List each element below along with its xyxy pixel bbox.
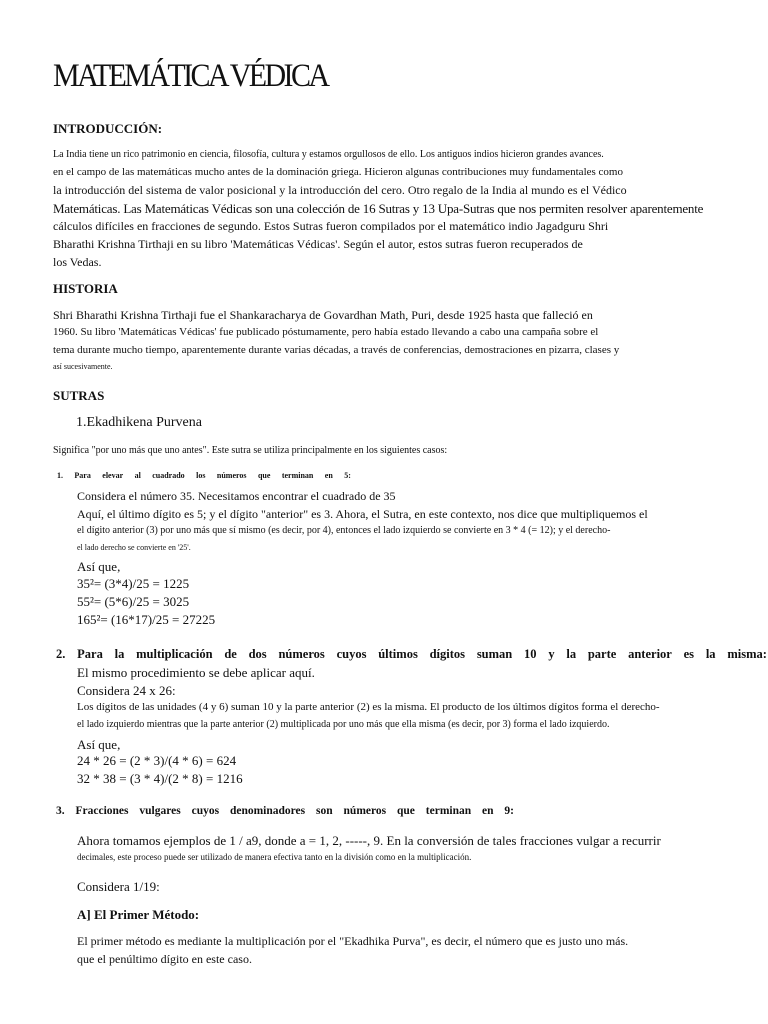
historia-line-3: tema durante mucho tiempo, aparentemente durante varias décadas, a través de conferencias, demostraciones en pizarra, clases y xyxy=(53,344,620,356)
case-3-heading-word: son xyxy=(316,805,333,817)
case-2-line-2: Considera 24 x 26: xyxy=(77,683,176,698)
case-2-heading-word: números xyxy=(278,647,325,661)
intro-line-5: cálculos difíciles en fracciones de segundo. Estos Sutras fueron compilados por el matemático indio Jagadguru Shri xyxy=(53,219,609,233)
case-1-example-3: 165²= (16*17)/25 = 27225 xyxy=(77,612,216,627)
historia-line-4: así sucesivamente. xyxy=(53,362,113,371)
case-1-heading-word: en xyxy=(324,471,333,480)
case-2-heading-word: Para xyxy=(77,647,103,661)
case-2-example-1: 24 * 26 = (2 * 3)/(4 * 6) = 624 xyxy=(77,753,237,768)
case-2-heading xyxy=(56,647,767,662)
case-2-heading-word: misma: xyxy=(727,647,767,661)
case-3-method-heading: A] El Primer Método: xyxy=(77,907,200,922)
case-3-heading-word: 3. xyxy=(56,805,65,817)
case-3-heading-word: en xyxy=(482,805,494,817)
case-1-line-1: Considera el número 35. Necesitamos encontrar el cuadrado de 35 xyxy=(77,489,396,503)
case-2-heading-word: es xyxy=(683,647,695,661)
case-1-heading-word: los xyxy=(196,471,206,480)
case-2-heading-word: 2. xyxy=(56,647,66,661)
sutras-heading: SUTRAS xyxy=(53,388,105,403)
intro-line-1: La India tiene un rico patrimonio en ciencia, filosofía, cultura y estamos orgullosos de ello. Los antiguos indios hicieron grandes avances. xyxy=(53,149,604,160)
case-3-heading-word: números xyxy=(343,805,387,817)
historia-line-1: Shri Bharathi Krishna Tirthaji fue el Shankaracharya de Govardhan Math, Puri, desde 1925 hasta que falleció en xyxy=(53,308,593,322)
case-3-method-line-1: El primer método es mediante la multiplicación por el "Ekadhika Purva", es decir, el número que es justo uno más. xyxy=(77,934,629,948)
case-1-line-2: Aquí, el último dígito es 5; y el dígito "anterior" es 3. Ahora, el Sutra, en este contexto, nos dice que multipliquemos el xyxy=(77,507,648,521)
case-3-line-1: Ahora tomamos ejemplos de 1 / a9, donde a = 1, 2, -----, 9. En la conversión de tales fracciones vulgar a recurrir xyxy=(77,833,661,848)
intro-line-2: en el campo de las matemáticas mucho antes de la dominación griega. Hicieron algunas contribuciones muy fundamentales como xyxy=(53,166,623,178)
case-2-line-3: Los dígitos de las unidades (4 y 6) suman 10 y la parte anterior (2) es la misma. El producto de los últimos dígitos forma el derecho- xyxy=(77,701,660,713)
case-3-heading-word: que xyxy=(397,805,415,817)
case-1-heading-word: al xyxy=(134,471,141,480)
case-1-heading-word: elevar xyxy=(102,471,124,480)
case-1-line-4: el lado derecho se convierte en '25'. xyxy=(77,543,191,552)
case-1-heading-word: terminan xyxy=(281,471,314,480)
historia-line-2: 1960. Su libro 'Matemáticas Védicas' fue publicado póstumamente, pero había estado llevando a cabo una campaña sobre el xyxy=(53,326,599,338)
case-1-line-3: el dígito anterior (3) por uno más que sí mismo (es decir, por 4), entonces el lado izquierdo se convierte en 3 * 4 (= 12); y el derecho- xyxy=(77,525,611,536)
case-3-heading-word: terminan xyxy=(425,805,472,817)
case-3-heading xyxy=(56,805,514,817)
case-1-heading xyxy=(57,471,351,480)
case-1-heading-word: 1. xyxy=(57,471,63,480)
case-2-heading-word: la xyxy=(114,647,125,661)
case-3-heading-word: cuyos xyxy=(191,805,220,817)
case-2-heading-word: la xyxy=(566,647,577,661)
case-2-heading-word: de xyxy=(224,647,237,661)
sutra-1-description: Significa "por uno más que uno antes". Este sutra se utiliza principalmente en los siguientes casos: xyxy=(53,445,448,456)
case-2-heading-word: 10 xyxy=(524,647,537,661)
case-1-asi-que: Así que, xyxy=(77,559,121,574)
case-1-heading-word: cuadrado xyxy=(152,471,185,480)
case-3-heading-word: vulgares xyxy=(139,805,181,817)
case-1-heading-word: números xyxy=(216,471,247,480)
page-title: MATEMÁTICA VÉDICA xyxy=(53,58,328,94)
case-1-heading-word: que xyxy=(257,471,271,480)
case-3-line-2: decimales, este proceso puede ser utilizado de manera efectiva tanto en la división como en la multiplicación. xyxy=(77,852,472,862)
case-2-heading-word: cuyos xyxy=(336,647,367,661)
case-3-method-line-2: que el penúltimo dígito en este caso. xyxy=(77,952,252,966)
case-3-heading-word: denominadores xyxy=(229,805,306,817)
case-1-example-1: 35²= (3*4)/25 = 1225 xyxy=(77,576,190,591)
case-2-heading-word: y xyxy=(548,647,555,661)
case-1-example-2: 55²= (5*6)/25 = 3025 xyxy=(77,594,190,609)
case-2-heading-word: dos xyxy=(248,647,267,661)
case-2-line-1: El mismo procedimiento se debe aplicar aquí. xyxy=(77,665,315,680)
case-2-heading-word: dígitos xyxy=(429,647,466,661)
case-1-heading-word: Para xyxy=(74,471,91,480)
intro-line-3: la introducción del sistema de valor posicional y la introducción del cero. Otro regalo de la India al mundo es el Védico xyxy=(53,183,627,197)
case-2-line-4: el lado izquierdo mientras que la parte anterior (2) multiplicada por uno más que ella misma (es decir, por 3) forma el lado izquierdo. xyxy=(77,719,610,730)
case-2-heading-word: últimos xyxy=(378,647,418,661)
sutra-1-title: 1.Ekadhikena Purvena xyxy=(76,415,202,430)
case-2-heading-word: anterior xyxy=(628,647,672,661)
intro-line-4: Matemáticas. Las Matemáticas Védicas son una colección de 16 Sutras y 13 Upa-Sutras que nos permiten resolver aparentemente xyxy=(53,201,704,216)
intro-line-7: los Vedas. xyxy=(53,255,102,269)
case-2-heading-word: multiplicación xyxy=(136,647,213,661)
case-3-heading-word: 9: xyxy=(504,805,514,817)
case-2-asi-que: Así que, xyxy=(77,737,121,752)
case-3-heading-word: Fracciones xyxy=(75,805,129,817)
case-2-example-2: 32 * 38 = (3 * 4)/(2 * 8) = 1216 xyxy=(77,771,243,786)
intro-heading: INTRODUCCIÓN: xyxy=(53,121,163,136)
intro-line-6: Bharathi Krishna Tirthaji en su libro 'Matemáticas Védicas'. Según el autor, estos sutras fueron recuperados de xyxy=(53,237,583,251)
case-2-heading-word: parte xyxy=(587,647,617,661)
case-1-heading-word: 5: xyxy=(344,471,351,480)
case-2-heading-word: suman xyxy=(476,647,513,661)
case-2-heading-word: la xyxy=(705,647,716,661)
historia-heading: HISTORIA xyxy=(53,281,118,296)
case-3-considera: Considera 1/19: xyxy=(77,879,160,894)
